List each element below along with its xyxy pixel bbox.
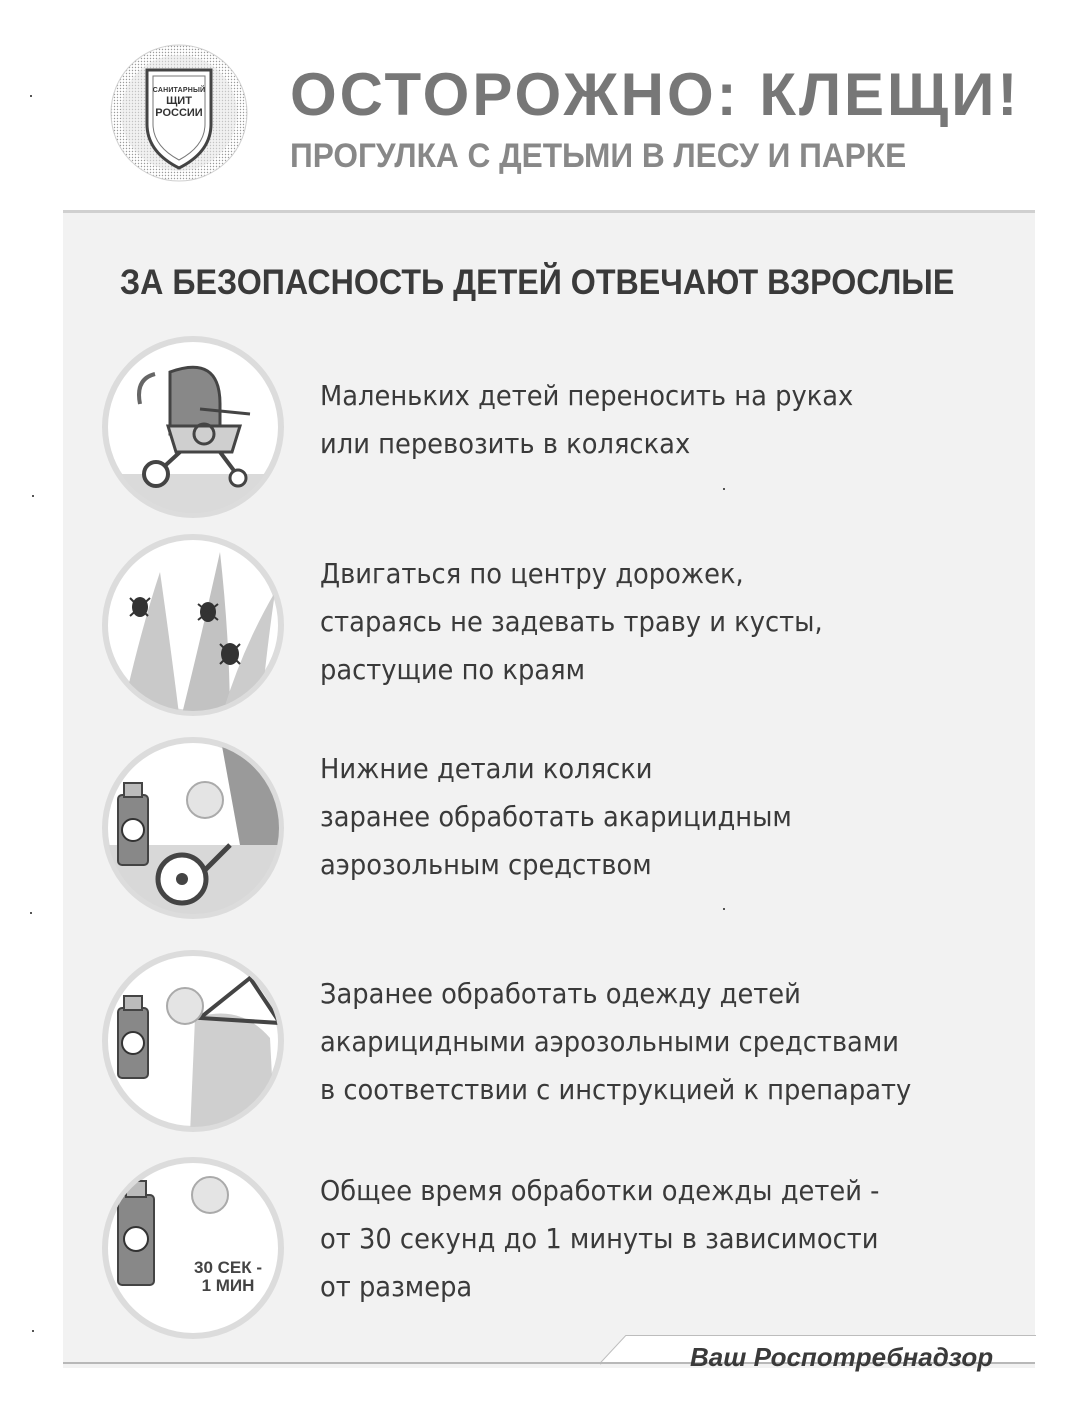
item-3-line-2: заранее обработать акарицидным [320,800,792,833]
spray-clothes-hanger-icon [100,948,286,1134]
item-2-line-2: стараясь не задевать траву и кусты, [320,605,823,638]
item-5-line-3: от размера [320,1270,473,1303]
scan-dot [30,95,32,97]
scan-dot [32,495,34,497]
section-heading: ЗА БЕЗОПАСНОСТЬ ДЕТЕЙ ОТВЕЧАЮТ ВЗРОСЛЫЕ [120,263,955,302]
scan-dot [723,488,725,490]
item-text-4 [320,970,946,1114]
ticks-on-grass-icon [100,532,286,718]
item-text-1 [320,372,946,468]
item-4-line-1: Заранее обработать одежду детей [320,977,801,1010]
timer-badge-line-2: 1 МИН [201,1276,255,1295]
item-2-line-3: растущие по краям [320,653,586,686]
logo-line-3: РОССИИ [155,107,203,119]
scan-dot [723,908,725,910]
item-text-5 [320,1167,946,1311]
sanitary-shield-logo [107,42,251,184]
footer-signature: Ваш Роспотребнадзор [690,1342,994,1372]
logo-line-1: САНИТАРНЫЙ [152,87,206,94]
logo-line-2: ЩИТ [166,95,192,107]
item-3-line-3: аэрозольным средством [320,848,652,881]
scan-dot [32,1330,34,1332]
item-text-3 [320,745,946,889]
scan-dot [30,912,32,914]
item-1-line-2: или перевозить в колясках [320,427,691,460]
item-5-line-1: Общее время обработки одежды детей - [320,1174,880,1207]
logo-text [107,86,251,119]
item-4-line-2: акарицидными аэрозольными средствами [320,1025,900,1058]
page-title: ОСТОРОЖНО: КЛЕЩИ! [290,61,1021,128]
spray-stroller-wheel-icon [100,735,286,921]
spray-timer-icon [100,1155,286,1341]
item-1-line-1: Маленьких детей переносить на руках [320,379,854,412]
stroller-icon [100,334,286,520]
page-subtitle: ПРОГУЛКА С ДЕТЬМИ В ЛЕСУ И ПАРКЕ [290,137,907,175]
item-text-2 [320,550,946,694]
item-5-line-2: от 30 секунд до 1 минуты в зависимости [320,1222,879,1255]
item-2-line-1: Двигаться по центру дорожек, [320,557,744,590]
timer-badge-line-1: 30 СЕК - [193,1258,263,1277]
item-3-line-1: Нижние детали коляски [320,752,653,785]
item-4-line-3: в соответствии с инструкцией к препарату [320,1073,912,1106]
